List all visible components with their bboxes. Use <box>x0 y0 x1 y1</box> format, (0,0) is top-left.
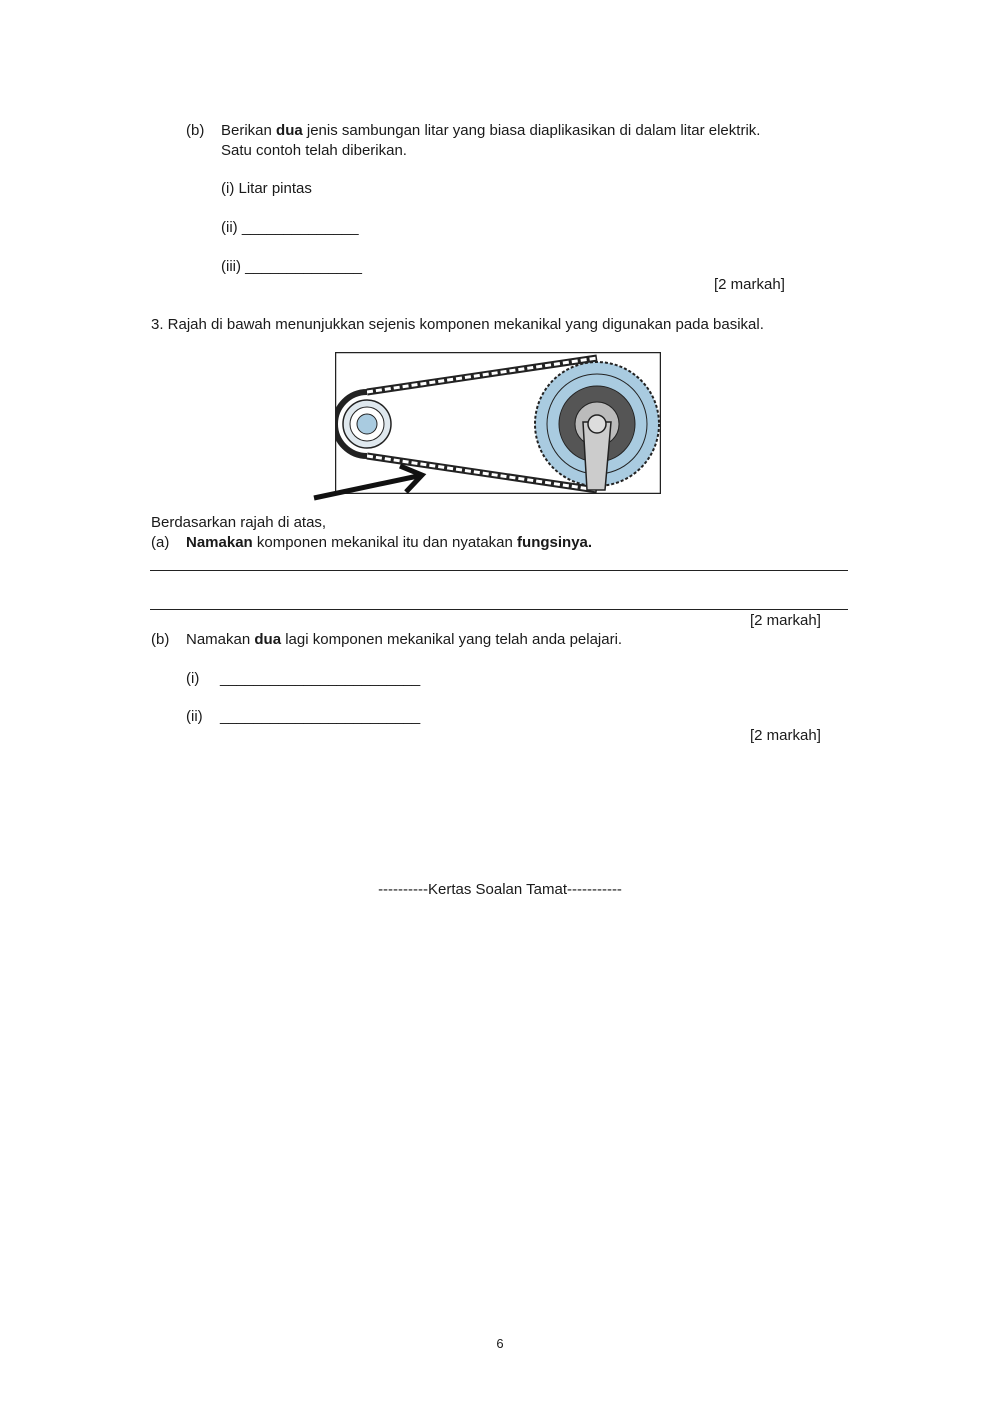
text: lagi komponen mekanikal yang telah anda pelajari. <box>281 631 623 648</box>
bold-text: fungsinya. <box>517 534 593 551</box>
q3b-prompt <box>186 631 622 648</box>
q3b-item-2-num: (ii) <box>186 708 203 725</box>
answer-line-1 <box>150 570 848 571</box>
q3b-item-2-blank: ________________________ <box>220 708 421 725</box>
q2b-prompt-line2: Satu contoh telah diberikan. <box>221 142 407 159</box>
q3b-item-1-blank: ________________________ <box>220 670 421 687</box>
q2b-marks: [2 markah] <box>714 276 785 293</box>
q3b-label: (b) <box>151 631 170 648</box>
rear-sprocket <box>343 400 391 448</box>
q2b-prompt-line1 <box>221 122 760 139</box>
q3a-prompt <box>186 534 592 551</box>
text: Namakan <box>186 631 255 648</box>
bold-text: Namakan <box>186 534 253 551</box>
q2b-item-1: (i) Litar pintas <box>221 180 312 197</box>
text: komponen mekanikal itu dan nyatakan <box>252 534 518 551</box>
q2b-label: (b) <box>186 122 205 139</box>
q2b-item-2: (ii) ______________ <box>221 219 359 236</box>
q3b-marks: [2 markah] <box>750 727 821 744</box>
bold-text: dua <box>254 631 282 648</box>
q3-based-on: Berdasarkan rajah di atas, <box>151 514 327 531</box>
q3a-label: (a) <box>151 534 170 551</box>
answer-line-2 <box>150 609 848 610</box>
q3b-item-1-num: (i) <box>186 670 200 687</box>
text: jenis sambungan litar yang biasa diaplikasikan di dalam litar elektrik. <box>302 122 761 139</box>
pointer-arrow <box>300 460 440 510</box>
bold-text: dua <box>276 122 303 139</box>
page-number: 6 <box>496 1336 504 1351</box>
q3-intro: 3. Rajah di bawah menunjukkan sejenis komponen mekanikal yang digunakan pada basikal. <box>151 316 764 333</box>
q2b-item-3: (iii) ______________ <box>221 258 362 275</box>
text: Berikan <box>221 122 277 139</box>
q3a-marks: [2 markah] <box>750 612 821 629</box>
end-of-paper-text: ----------Kertas Soalan Tamat----------- <box>378 881 622 898</box>
